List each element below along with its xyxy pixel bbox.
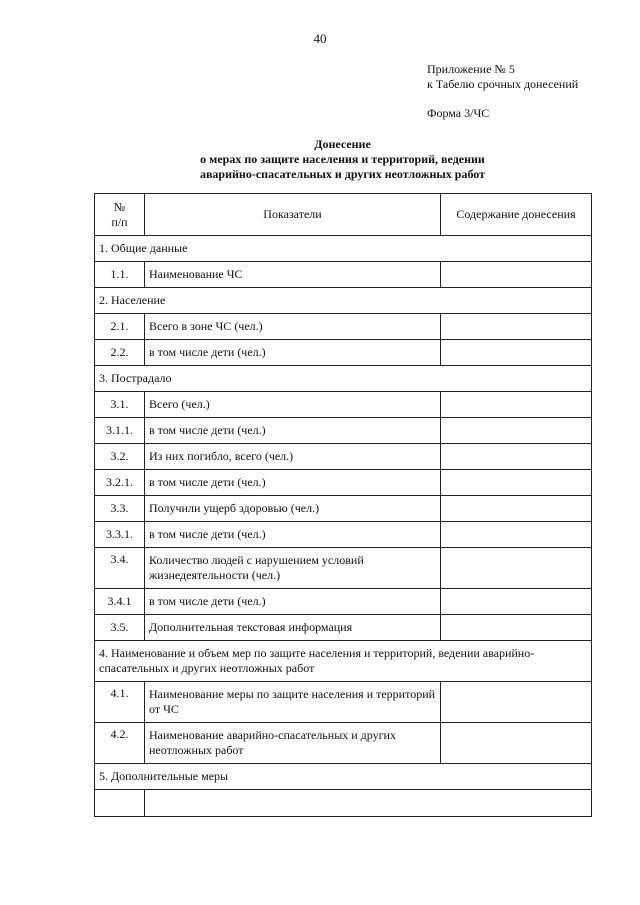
row-number: 3.3.1. — [95, 522, 145, 548]
table-row — [95, 392, 592, 418]
table-row — [95, 723, 592, 764]
row-content-cell[interactable] — [441, 314, 592, 340]
empty-row — [95, 790, 592, 817]
appendix-line-1: Приложение № 5 — [427, 62, 515, 76]
row-indicator: Наименование меры по защите населения и территорий от ЧС — [145, 682, 441, 723]
row-content-cell[interactable] — [441, 418, 592, 444]
title-line-3: аварийно-спасательных и других неотложных работ — [199, 167, 486, 181]
header-content: Содержание донесения — [441, 194, 592, 236]
table-body — [95, 236, 592, 817]
section-row — [95, 366, 592, 392]
row-content-cell[interactable] — [441, 615, 592, 641]
row-content-cell[interactable] — [441, 470, 592, 496]
table-row — [95, 589, 592, 615]
table-row — [95, 615, 592, 641]
form-label: Форма 3/ЧС — [427, 106, 490, 120]
header-num-line-1: № — [113, 199, 126, 214]
row-content-cell[interactable] — [441, 444, 592, 470]
section-row — [95, 641, 592, 682]
appendix-note — [427, 62, 578, 92]
row-indicator: Наименование аварийно-спасательных и других неотложных работ — [145, 723, 441, 764]
section-title: 5. Дополнительные меры — [95, 764, 592, 790]
row-number: 3.4. — [95, 548, 145, 589]
section-title: 3. Пострадало — [95, 366, 592, 392]
header-num — [95, 194, 145, 236]
table-row — [95, 262, 592, 288]
title-line-1: Донесение — [314, 137, 371, 151]
row-content-cell[interactable] — [441, 548, 592, 589]
report-table — [94, 193, 592, 817]
table-row — [95, 470, 592, 496]
table-row — [95, 682, 592, 723]
row-indicator: в том числе дети (чел.) — [145, 340, 441, 366]
section-title: 2. Население — [95, 288, 592, 314]
table-row — [95, 496, 592, 522]
table-row — [95, 444, 592, 470]
row-number: 3.3. — [95, 496, 145, 522]
table-row — [95, 522, 592, 548]
row-number: 3.5. — [95, 615, 145, 641]
row-content-cell[interactable] — [441, 522, 592, 548]
row-indicator: Наименование ЧС — [145, 262, 441, 288]
header-indicators: Показатели — [145, 194, 441, 236]
row-content-cell[interactable] — [441, 496, 592, 522]
section-title: 4. Наименование и объем мер по защите населения и территорий, ведении аварийно-спасательных и других неотложных работ — [95, 641, 592, 682]
row-content-cell[interactable] — [441, 340, 592, 366]
row-content-cell[interactable] — [441, 589, 592, 615]
row-indicator: в том числе дети (чел.) — [145, 470, 441, 496]
title-line-2: о мерах по защите населения и территорий, ведении — [200, 152, 485, 166]
row-number: 4.2. — [95, 723, 145, 764]
row-indicator: Всего (чел.) — [145, 392, 441, 418]
row-number: 1.1. — [95, 262, 145, 288]
row-number: 2.1. — [95, 314, 145, 340]
row-indicator: Из них погибло, всего (чел.) — [145, 444, 441, 470]
page-number: 40 — [313, 31, 327, 46]
header-num-line-2: п/п — [111, 214, 128, 229]
row-number: 4.1. — [95, 682, 145, 723]
table-row — [95, 340, 592, 366]
row-number: 3.2.1. — [95, 470, 145, 496]
table-row — [95, 418, 592, 444]
row-number: 3.4.1 — [95, 589, 145, 615]
section-row — [95, 236, 592, 262]
document-title — [94, 137, 591, 182]
appendix-line-2: к Табелю срочных донесений — [427, 77, 579, 91]
row-indicator: Всего в зоне ЧС (чел.) — [145, 314, 441, 340]
table-row — [95, 548, 592, 589]
table-header-row — [95, 194, 592, 236]
row-number: 3.1. — [95, 392, 145, 418]
row-indicator: в том числе дети (чел.) — [145, 522, 441, 548]
row-indicator: Получили ущерб здоровью (чел.) — [145, 496, 441, 522]
row-number: 2.2. — [95, 340, 145, 366]
row-content-cell[interactable] — [441, 392, 592, 418]
row-indicator: в том числе дети (чел.) — [145, 589, 441, 615]
row-number: 3.1.1. — [95, 418, 145, 444]
section-row — [95, 288, 592, 314]
row-indicator: Дополнительная текстовая информация — [145, 615, 441, 641]
row-number: 3.2. — [95, 444, 145, 470]
empty-content-cell[interactable] — [145, 790, 592, 817]
row-content-cell[interactable] — [441, 262, 592, 288]
empty-num-cell — [95, 790, 145, 817]
section-title: 1. Общие данные — [95, 236, 592, 262]
section-row — [95, 764, 592, 790]
row-indicator: Количество людей с нарушением условий жизнедеятельности (чел.) — [145, 548, 441, 589]
row-indicator: в том числе дети (чел.) — [145, 418, 441, 444]
row-content-cell[interactable] — [441, 682, 592, 723]
row-content-cell[interactable] — [441, 723, 592, 764]
table-row — [95, 314, 592, 340]
